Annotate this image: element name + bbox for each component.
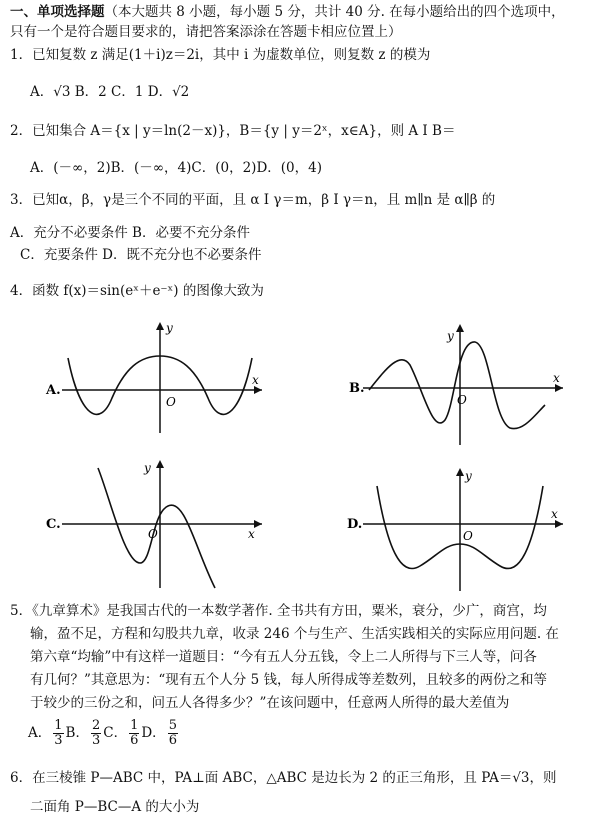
q5-line-3: 第六章“均输”中有这样一道题目：“今有五人分五钱，令上二人所得与下三人等，问各 [30,649,537,665]
q5-line-1: 5．《九章算术》是我国古代的一本数学著作. 全书共有方田，粟米，衰分，少广，商宫，均 [10,603,547,619]
svg-text:O: O [166,395,176,409]
graph-b-label: B. [349,381,365,396]
graph-c [40,458,270,593]
graph-c-label: C. [46,517,61,532]
svg-text:O: O [463,529,473,543]
graph-a-label: A. [46,383,61,398]
graph-d-label: D. [347,517,363,532]
svg-text:y: y [465,469,472,483]
svg-text:O: O [148,527,158,541]
svg-text:x: x [553,371,560,385]
q3-options-2: C．充要条件 D．既不充分也不必要条件 [20,247,262,263]
q5-line-4: 有几何？”其意思为：“现有五个人分 5 钱，每人所得成等差数列，且较多的两份之和等 [30,672,547,688]
q5-line-5: 于较少的三份之和，问五人各得多少？”在该问题中，任意两人所得的最大差值为 [30,695,510,711]
q1-options: A．√3 B．2 C．1 D．√2 [30,84,190,100]
section-header [10,2,602,22]
q3-stem: 3．已知α，β，γ是三个不同的平面，且 α I γ＝m，β I γ＝n，且 m∥n 是 α∥β 的 [10,192,496,208]
graph-a [40,318,270,438]
q4-stem: 4．函数 f(x)＝sin(eˣ＋e⁻ˣ) 的图像大致为 [10,283,264,299]
svg-text:x: x [248,527,255,541]
svg-text:y: y [144,461,151,475]
q1-stem: 1．已知复数 z 满足(1＋i)z＝2i，其中 i 为虚数单位，则复数 z 的模为 [10,47,431,63]
q5-line-2: 输，盈不足，方程和勾股共九章，收录 246 个与生产、生活实践相关的实际应用问题. 在 [30,626,559,642]
section-intro-2: 只有一个是符合题目要求的，请把答案添涂在答题卡相应位置上） [10,24,402,40]
section-intro-1: （本大题共 8 小题，每小题 5 分，共计 40 分. 在每小题给出的四个选项中， [104,4,565,20]
q2-options: A．(－∞，2)B．(－∞，4)C．(0，2)D．(0，4) [30,160,322,176]
q6-line-2: 二面角 P—BC—A 的大小为 [30,799,200,815]
q3-options-1: A．充分不必要条件 B．必要不充分条件 [10,225,250,241]
svg-text:x: x [551,507,558,521]
graph-b [345,320,570,450]
graph-d [345,466,570,596]
q6-line-1: 6．在三棱锥 P—ABC 中，PA⊥面 ABC，△ABC 是边长为 2 的正三角形，且 PA＝√3，则 [10,770,557,786]
svg-text:O: O [457,393,467,407]
svg-text:y: y [447,329,454,343]
q2-stem: 2．已知集合 A＝{x | y＝ln(2－x)}，B＝{y | y＝2ˣ，x∈A}，则 A I B＝ [10,123,456,139]
section-title: 一、单项选择题 [10,4,105,20]
svg-text:y: y [166,321,173,335]
svg-text:x: x [252,373,259,387]
q5-options: A． $\frac{1}{3}$ B． $\frac{2}{3}$ C． $\frac{1}{6}$ D． $\frac{5}{6}$ [28,718,177,748]
